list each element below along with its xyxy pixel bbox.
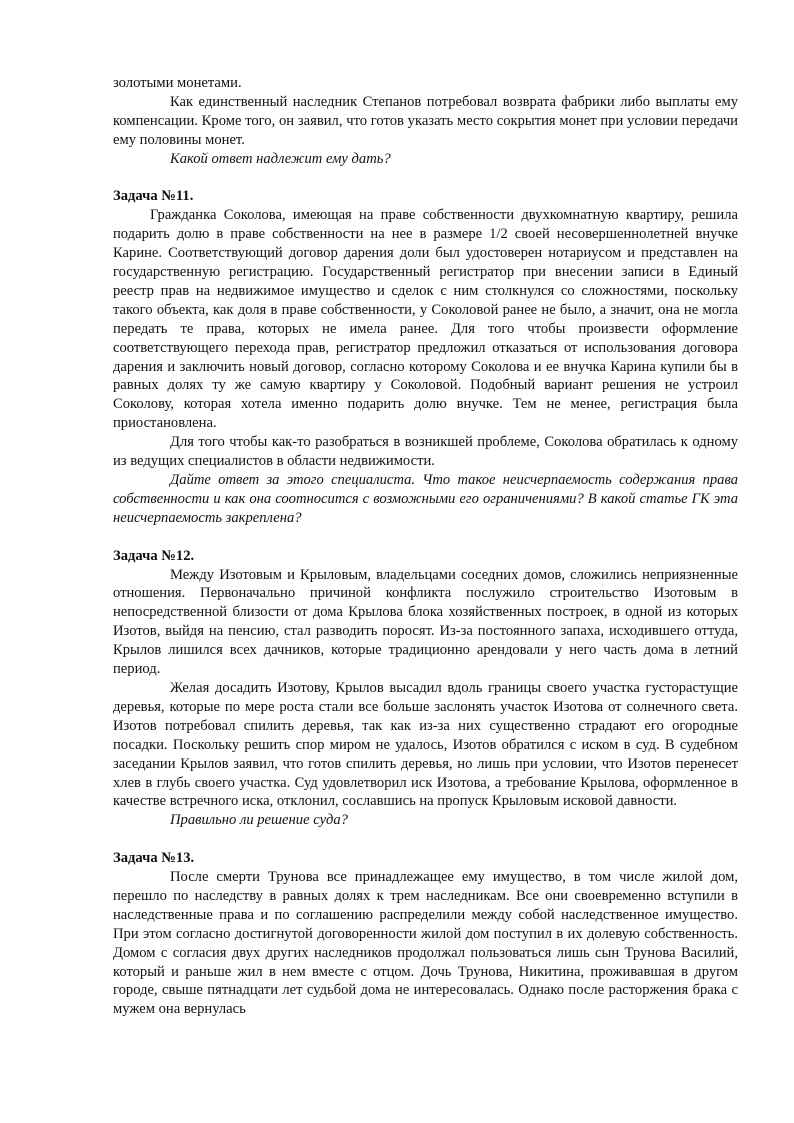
task-11-paragraph-2: Для того чтобы как-то разобраться в возникшей проблеме, Соколова обратилась к одному из ведущих специалистов в области недвижимости. [113,434,738,470]
task-11-question: Дайте ответ за этого специалиста. Что такое неисчерпаемость содержания права собственности и как она соотносится с возможными его ограничениями? В какой статье ГК эта неисчерпаемость закреплена? [113,472,738,526]
task-12-paragraph-2: Желая досадить Изотову, Крылов высадил вдоль границы своего участка густорастущие деревья, которые по мере роста стали все больше заслонять участок Изотова от солнечного света. Изотов потребовал спилить деревья, так как из-за них существенно страдают его огородные посадки. Поскольку решить спор миром не удалось, Изотов обратился с иском в суд. В судебном заседании Крылов заявил, что готов спилить деревья, но лишь при условии, что Изотов перенесет хлев в глубь своего участка. Суд удовлетворил иск Изотова, а требование Крылова, оформленное в качестве встречного иска, отклонил, сославшись на пропуск Крыловым исковой давности. [113,679,738,810]
task-12-title: Задача №12. [113,547,195,564]
fragment-paragraph: Как единственный наследник Степанов потребовал возврата фабрики либо выплаты ему компенсации. Кроме того, он заявил, что готов указать место сокрытия монет при условии передачи ему половины монет. [113,93,738,148]
task-13-title: Задача №13. [113,850,195,867]
fragment-question: Какой ответ надлежит ему дать? [170,150,391,167]
task-12-question: Правильно ли решение суда? [170,812,348,829]
spacer [113,830,738,849]
fragment-line: золотыми монетами. [113,75,242,91]
spacer [113,528,738,547]
task-12-paragraph-1: Между Изотовым и Крыловым, владельцами соседних домов, сложились неприязненные отношения. Первоначально причиной конфликта послужило строительство Изотовым в непосредственной близости от дома Крылова блока хозяйственных построек, в одной из которых Изотов, выйдя на пенсию, стал разводить поросят. Из-за постоянного запаха, исходившего оттуда, Крылов лишился всех дачников, которые традиционно арендовали у него часть дома в летний период. [113,566,738,678]
task-11-paragraph-1: Гражданка Соколова, имеющая на праве собственности двухкомнатную квартиру, решила подарить долю в праве собственности на нее в размере 1/2 своей несовершеннолетней внучке Карине. Соответствующий договор дарения доли был удостоверен нотариусом и представлен на государственную регистрацию. Государственный регистратор при внесении записи в Единый реестр прав на недвижимое имущество и сделок с ним столкнулся со сложностями, поскольку такого объекта, как доля в праве собственности, у Соколовой ранее не было, а значит, она не могла передать те права, которых не имела ранее. Для того чтобы произвести оформление соответствующего перехода прав, регистратор предложил отказаться от использования договора дарения и заключить новый договор, согласно которому Соколова и ее внучка Карина купили бы в равных долях ту же самую квартиру у Соколовой. Подобный вариант решения не устроил Соколову, которая хотела именно подарить долю внучке. Тем не менее, регистрация была приостановлена. [113,207,738,432]
document-page [113,74,738,1019]
spacer [113,169,738,188]
task-11-title: Задача №11. [113,188,194,205]
task-13-paragraph-1: После смерти Трунова все принадлежащее ему имущество, в том числе жилой дом, перешло по наследству в равных долях к трем наследникам. Все они своевременно вступили в наследственные права и по соглашению распределили между собой наследственное имущество. При этом согласно достигнутой договоренности жилой дом поступил в их долевую собственность. Домом с согласия двух других наследников продолжал пользоваться лишь сын Трунова Василий, который и раньше жил в нем вместе с отцом. Дочь Трунова, Никитина, проживавшая в другом городе, свыше пятнадцати лет судьбой дома не интересовалась. Однако после расторжения брака с мужем она вернулась [113,869,738,1018]
